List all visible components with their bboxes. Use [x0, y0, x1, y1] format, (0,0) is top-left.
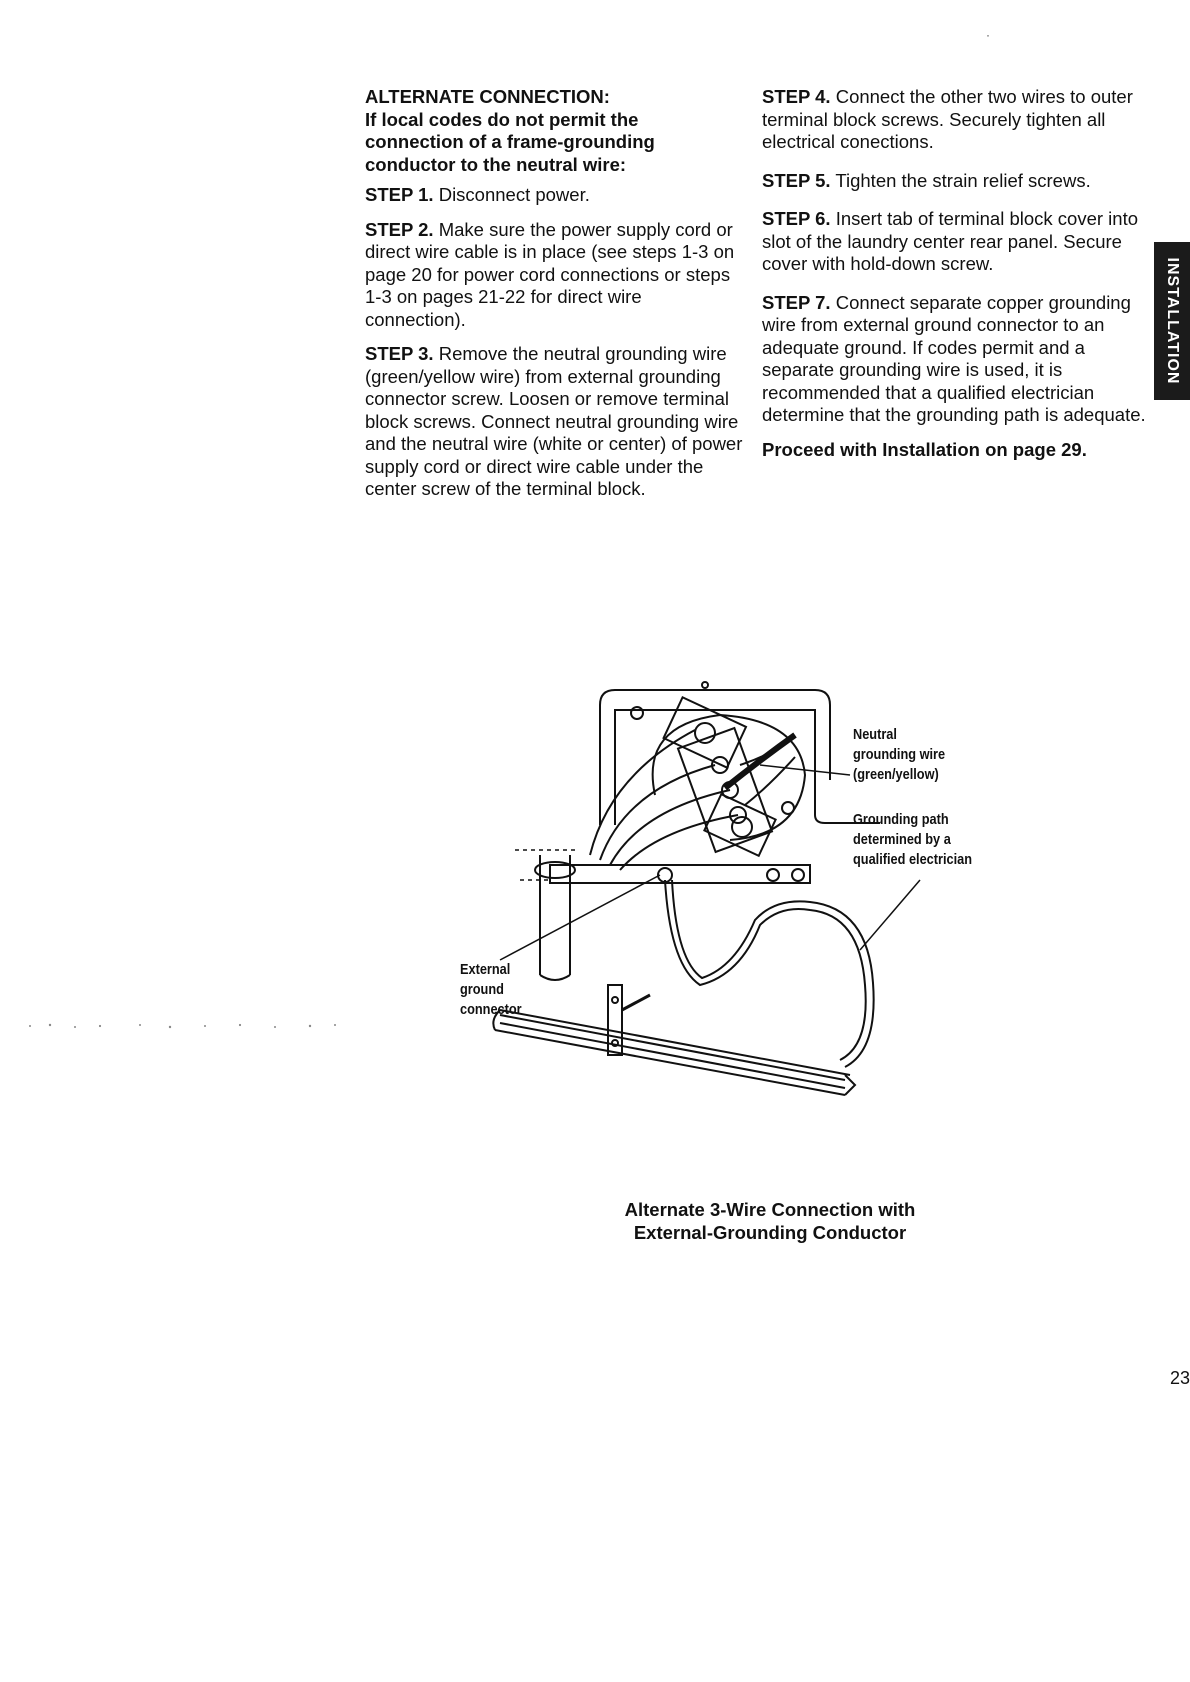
- left-column: [365, 86, 745, 513]
- step-4: [762, 86, 1147, 154]
- step-label: STEP 7.: [762, 291, 831, 313]
- strain-relief-screw: [767, 869, 779, 881]
- clamp-bolt: [622, 995, 650, 1010]
- heading-line: conductor to the neutral wire:: [365, 153, 627, 175]
- label-line: Neutral: [853, 726, 897, 743]
- label-external-ground-connector: [460, 960, 522, 1020]
- label-neutral-grounding-wire: [853, 725, 945, 785]
- right-column: [762, 86, 1147, 473]
- scan-noise: [20, 1020, 350, 1032]
- step-text: Remove the neutral grounding wire (green/yellow wire) from external grounding connector screw. Loosen or remove terminal block screws. Connect neutral grounding wire and the neutral wire (white or center) of power supply cord or direct wire cable under the center screw of the terminal block.: [365, 343, 743, 499]
- step-label: STEP 2.: [365, 218, 434, 240]
- access-opening: [653, 715, 805, 840]
- page-number: 23: [1170, 1368, 1190, 1388]
- step-label: STEP 6.: [762, 208, 831, 229]
- step-label: STEP 4.: [762, 86, 831, 107]
- alternate-connection-heading: [365, 86, 745, 176]
- label-line: ground: [460, 981, 504, 998]
- step-2: [365, 219, 745, 332]
- supply-wire: [610, 790, 730, 865]
- heading-line: connection of a frame-grounding: [365, 131, 655, 152]
- step-text: Connect separate copper grounding wire from external ground connector to an adequate ground. If codes permit and a separate grounding wire is used, it is recommended that a qualified electrician determine that the grounding path is adequate.: [762, 291, 1146, 425]
- label-grounding-path: [853, 810, 972, 870]
- panel-screw: [631, 707, 643, 719]
- scan-mark: ·: [986, 28, 990, 42]
- step-label: STEP 3.: [365, 343, 434, 364]
- label-line: qualified electrician: [853, 851, 973, 868]
- step-1: [365, 184, 745, 207]
- step-text: Insert tab of terminal block cover into slot of the laundry center rear panel. Secure cover with hold-down screw.: [762, 208, 1139, 274]
- leader-external: [500, 875, 660, 960]
- step-text: Tighten the strain relief screws.: [835, 169, 1091, 191]
- label-line: determined by a: [853, 831, 951, 848]
- wiring-illustration: [440, 665, 1090, 1185]
- figure-caption: [560, 1198, 980, 1244]
- wiring-diagram: [440, 665, 1090, 1185]
- heading-line: ALTERNATE CONNECTION:: [365, 86, 610, 107]
- strain-relief-screw: [792, 869, 804, 881]
- label-line: (green/yellow): [853, 766, 939, 783]
- clamp-screw: [612, 1040, 618, 1046]
- proceed-note: Proceed with Installation on page 29.: [762, 438, 1087, 460]
- label-line: Grounding path: [853, 811, 949, 828]
- installation-tab: [1154, 242, 1190, 400]
- cold-water-pipe: [493, 1010, 855, 1095]
- label-line: External: [460, 961, 511, 978]
- step-text: Connect the other two wires to outer terminal block screws. Securely tighten all electrical conections.: [762, 86, 1133, 152]
- step-label: STEP 1.: [365, 184, 434, 205]
- ground-wire-outer: [672, 880, 874, 1067]
- step-5: [762, 170, 1147, 193]
- step-text: Disconnect power.: [438, 184, 590, 205]
- step-text: Make sure the power supply cord or direct wire cable is in place (see steps 1-3 on page 20 for power cord connections or steps 1-3 on pages 21-22 for direct wire connection).: [365, 218, 735, 330]
- step-label: STEP 5.: [762, 169, 831, 191]
- step-3: [365, 343, 745, 501]
- label-line: grounding wire: [853, 746, 946, 763]
- supply-wire: [620, 815, 738, 870]
- step-7: [762, 292, 1147, 427]
- heading-line: If local codes do not permit the: [365, 108, 639, 130]
- panel-screw: [702, 682, 708, 688]
- installation-tab-label: INSTALLATION: [1164, 257, 1181, 385]
- power-cable-end: [540, 975, 570, 980]
- label-line: connector: [460, 1001, 522, 1018]
- caption-line: Alternate 3-Wire Connection with: [624, 1199, 916, 1220]
- step-6: [762, 208, 1147, 276]
- clamp-screw: [612, 997, 618, 1003]
- leader-grounding-path: [860, 880, 920, 950]
- supply-wire: [600, 765, 715, 860]
- ground-wire: [665, 880, 866, 1060]
- strain-relief-screw: [658, 868, 672, 882]
- power-cable: [540, 855, 570, 975]
- caption-line: External-Grounding Conductor: [633, 1222, 907, 1243]
